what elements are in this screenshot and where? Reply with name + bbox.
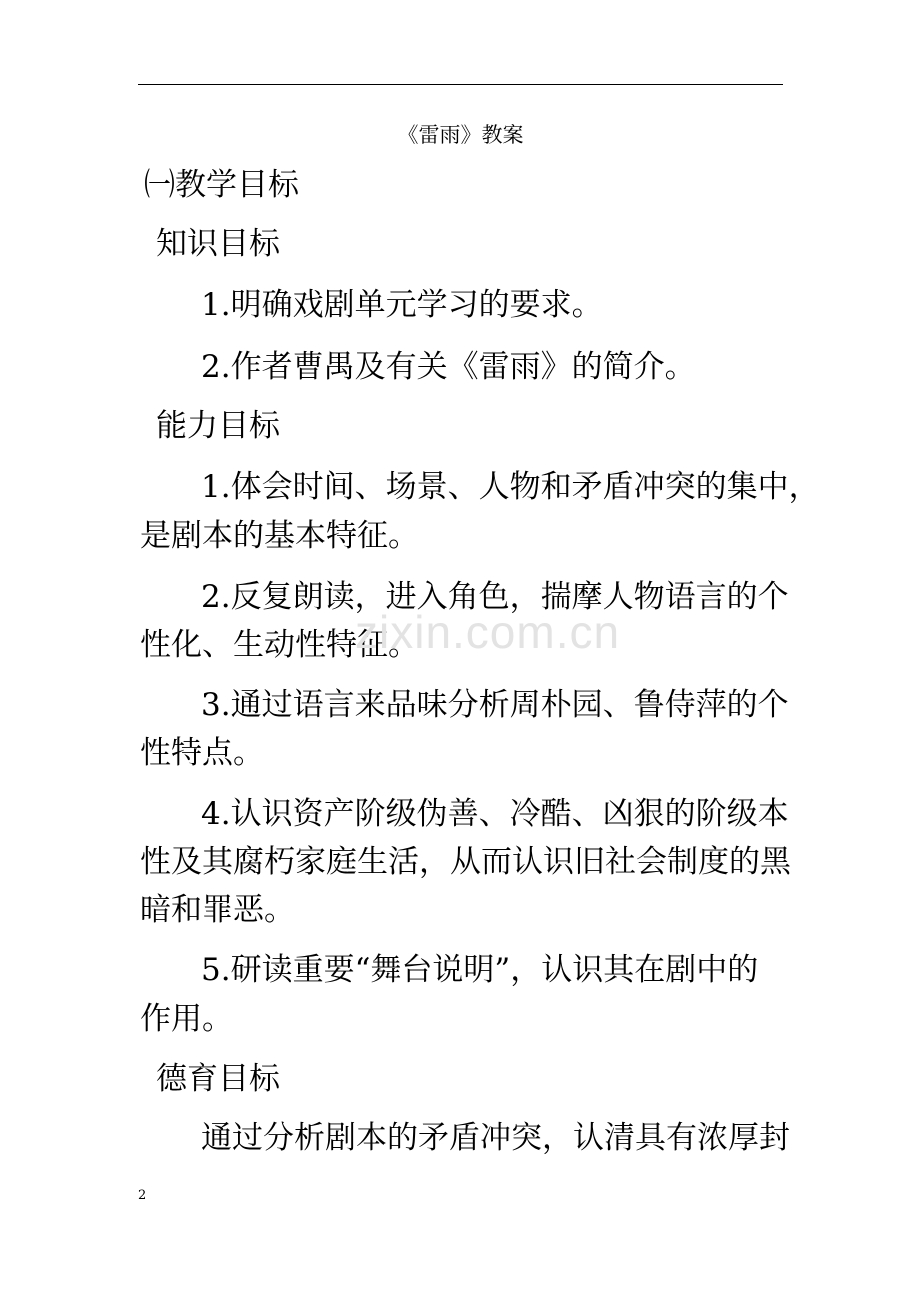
ability-goal-3-line-2: 性特点。: [140, 735, 264, 771]
knowledge-goal-1: 1.明确戏剧单元学习的要求。: [201, 287, 603, 323]
ability-goal-4-line-3: 暗和罪恶。: [140, 892, 295, 928]
ability-goal-2-line-1: 2.反复朗读，进入角色，揣摩人物语言的个: [201, 579, 789, 615]
ability-goal-4-line-1: 4.认识资产阶级伪善、冷酷、凶狠的阶级本: [201, 796, 789, 832]
subheading-knowledge-goals: 知识目标: [156, 226, 280, 262]
subheading-ability-goals: 能力目标: [156, 408, 280, 444]
ability-goal-4-line-2: 性及其腐朽家庭生活，从而认识旧社会制度的黑: [140, 844, 791, 880]
header-rule: [138, 84, 783, 85]
ability-goal-5-line-1: 5.研读重要“舞台说明”，认识其在剧中的: [201, 952, 759, 988]
knowledge-goal-2: 2.作者曹禺及有关《雷雨》的简介。: [201, 349, 696, 385]
watermark: zixin.com.cn: [355, 606, 621, 658]
ability-goal-2-line-2: 性化、生动性特征。: [140, 627, 419, 663]
section-heading-teaching-goals: ㈠教学目标: [144, 167, 299, 203]
moral-goal-line-1: 通过分析剧本的矛盾冲突，认清具有浓厚封: [201, 1120, 790, 1156]
ability-goal-5-line-2: 作用。: [140, 1001, 233, 1037]
ability-goal-1-line-1: 1.体会时间、场景、人物和矛盾冲突的集中，: [201, 469, 820, 505]
ability-goal-3-line-1: 3.通过语言来品味分析周朴园、鲁侍萍的个: [201, 687, 789, 723]
document-title: 《雷雨》教案: [397, 123, 524, 147]
page-number: 2: [138, 1188, 147, 1203]
subheading-moral-goals: 德育目标: [156, 1061, 280, 1097]
ability-goal-1-line-2: 是剧本的基本特征。: [140, 518, 419, 554]
